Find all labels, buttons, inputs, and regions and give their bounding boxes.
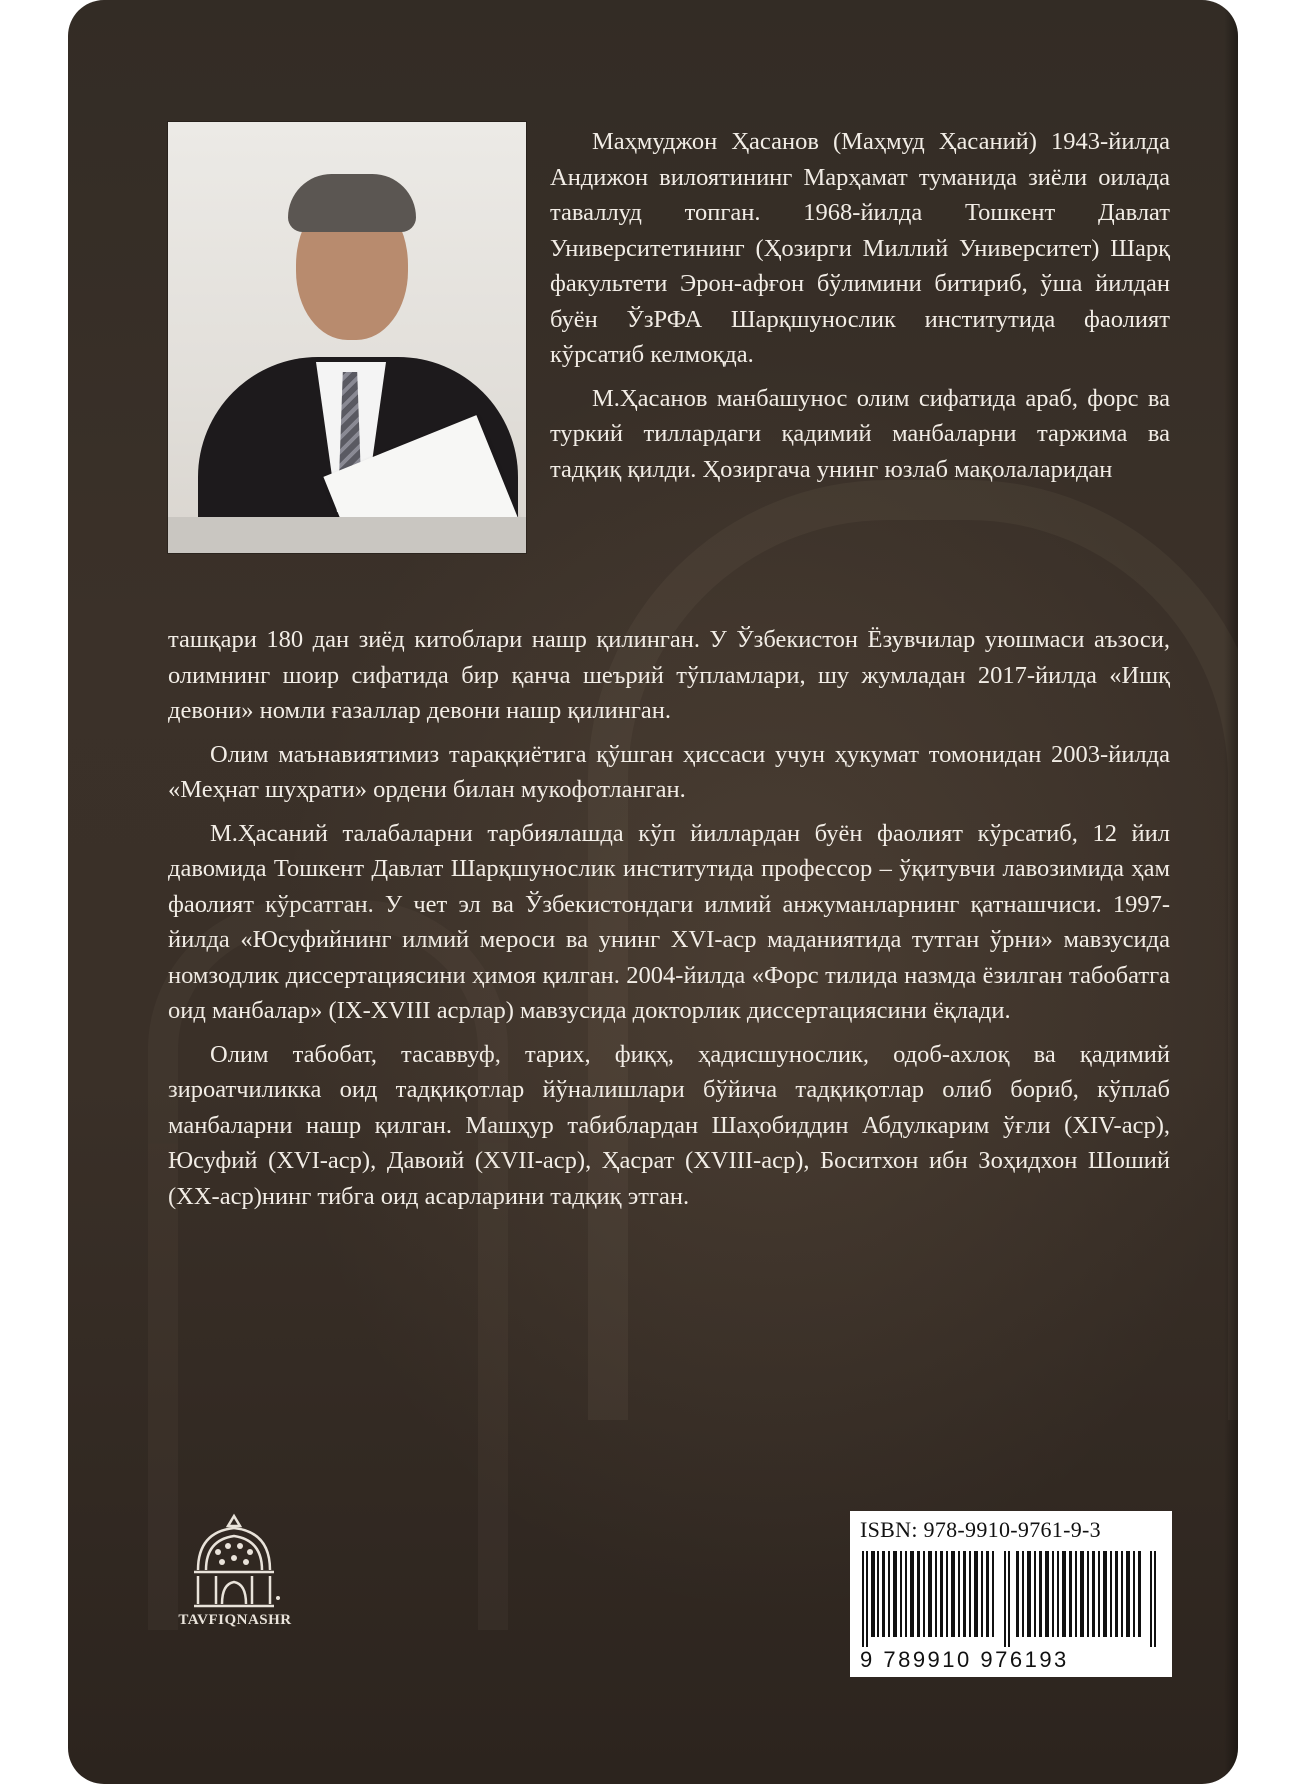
bio-paragraph-1: Маҳмуджон Ҳасанов (Маҳмуд Ҳасаний) 1943-йилда Андижон вилоятининг Марҳамат туманида зиёли оилада таваллуд топган. 1968-йилда Тошкент Давлат Университетининг (Ҳозирги Миллий Университет) Шарқ факультети Эрон-афғон бўлимини битириб, ўша йилдан буён ЎзРФА Шарқшунослик институтида фаолият кўрсатиб келмоқда. bbox=[550, 128, 1170, 368]
author-bio-body bbox=[168, 622, 1170, 1222]
book-back-cover bbox=[68, 0, 1238, 1784]
bio-paragraph-2-start: М.Ҳасанов манбашунос олим сифатида араб, форс ва туркий тиллардаги қадимий манбаларни таржима ва тадқиқ қилди. Ҳозиргача унинг юзлаб мақолаларидан bbox=[550, 384, 1170, 483]
bio-paragraph-5: Олим табобат, тасаввуф, тарих, фиқҳ, ҳадисшунослик, одоб-ахлоқ ва қадимий зироатчиликка оид тадқиқотлар йўналишлари бўйича тадқиқотлар олиб бориб, кўплаб манбаларни нашр қилган. Машҳур табиблардан Шаҳобиддин Абдулкарим ўғли (XIV-аср), Юсуфий (XVI-аср), Давоий (XVII-аср), Ҳасрат (XVIII-аср), Боситхон ибн Зоҳидхон Шоший (XX-аср)нинг тибга оид асарларини тадқиқ этган. bbox=[168, 1040, 1170, 1210]
publisher-name: TAVFIQNASHR bbox=[178, 1612, 292, 1628]
bio-paragraph-3: Олим маънавиятимиз тараққиётига қўшган ҳиссаси учун ҳукумат томонидан 2003-йилда «Меҳнат шуҳрати» ордени билан мукофотланган. bbox=[168, 740, 1170, 803]
isbn-barcode-block bbox=[850, 1511, 1172, 1677]
publisher-logo bbox=[160, 1512, 310, 1652]
barcode-digits: 9 789910 976193 bbox=[860, 1647, 1069, 1672]
author-bio-intro bbox=[550, 124, 1170, 495]
bio-paragraph-4: М.Ҳасаний талабаларни тарбиялашда кўп йиллардан буён фаолият кўрсатиб, 12 йил давомида Тошкент Давлат Шарқшунослик институтида профессор – ўқитувчи лавозимида ҳам фаолият кўрсатган. У чет эл ва Ўзбекистондаги илмий анжуманларнинг қатнашчиси. 1997-йилда «Юсуфийнинг илмий мероси ва унинг XVI-аср маданиятида тутган ўрни» мавзусида номзодлик диссертациясини ҳимоя қилган. 2004-йилда «Форс тилида назмда ёзилган табобатга оид манбалар» (IX-XVIII асрлар) мавзусида докторлик диссертациясини ёқлади. bbox=[168, 819, 1170, 1024]
isbn-label: ISBN: 978-9910-9761-9-3 bbox=[860, 1517, 1101, 1542]
author-photo bbox=[168, 122, 526, 553]
barcode-icon bbox=[860, 1551, 1160, 1647]
cover-edge bbox=[1224, 0, 1238, 1784]
bio-paragraph-2-continued: ташқари 180 дан зиёд китоблари нашр қилинган. У Ўзбекистон Ёзувчилар уюшмаси аъзоси, олимнинг шоир сифатида бир қанча шеърий тўпламлари, шу жумладан 2017-йилда «Ишқ девони» номли ғазаллар девони нашр қилинган. bbox=[168, 626, 1170, 724]
dome-logo-icon bbox=[188, 1512, 280, 1612]
